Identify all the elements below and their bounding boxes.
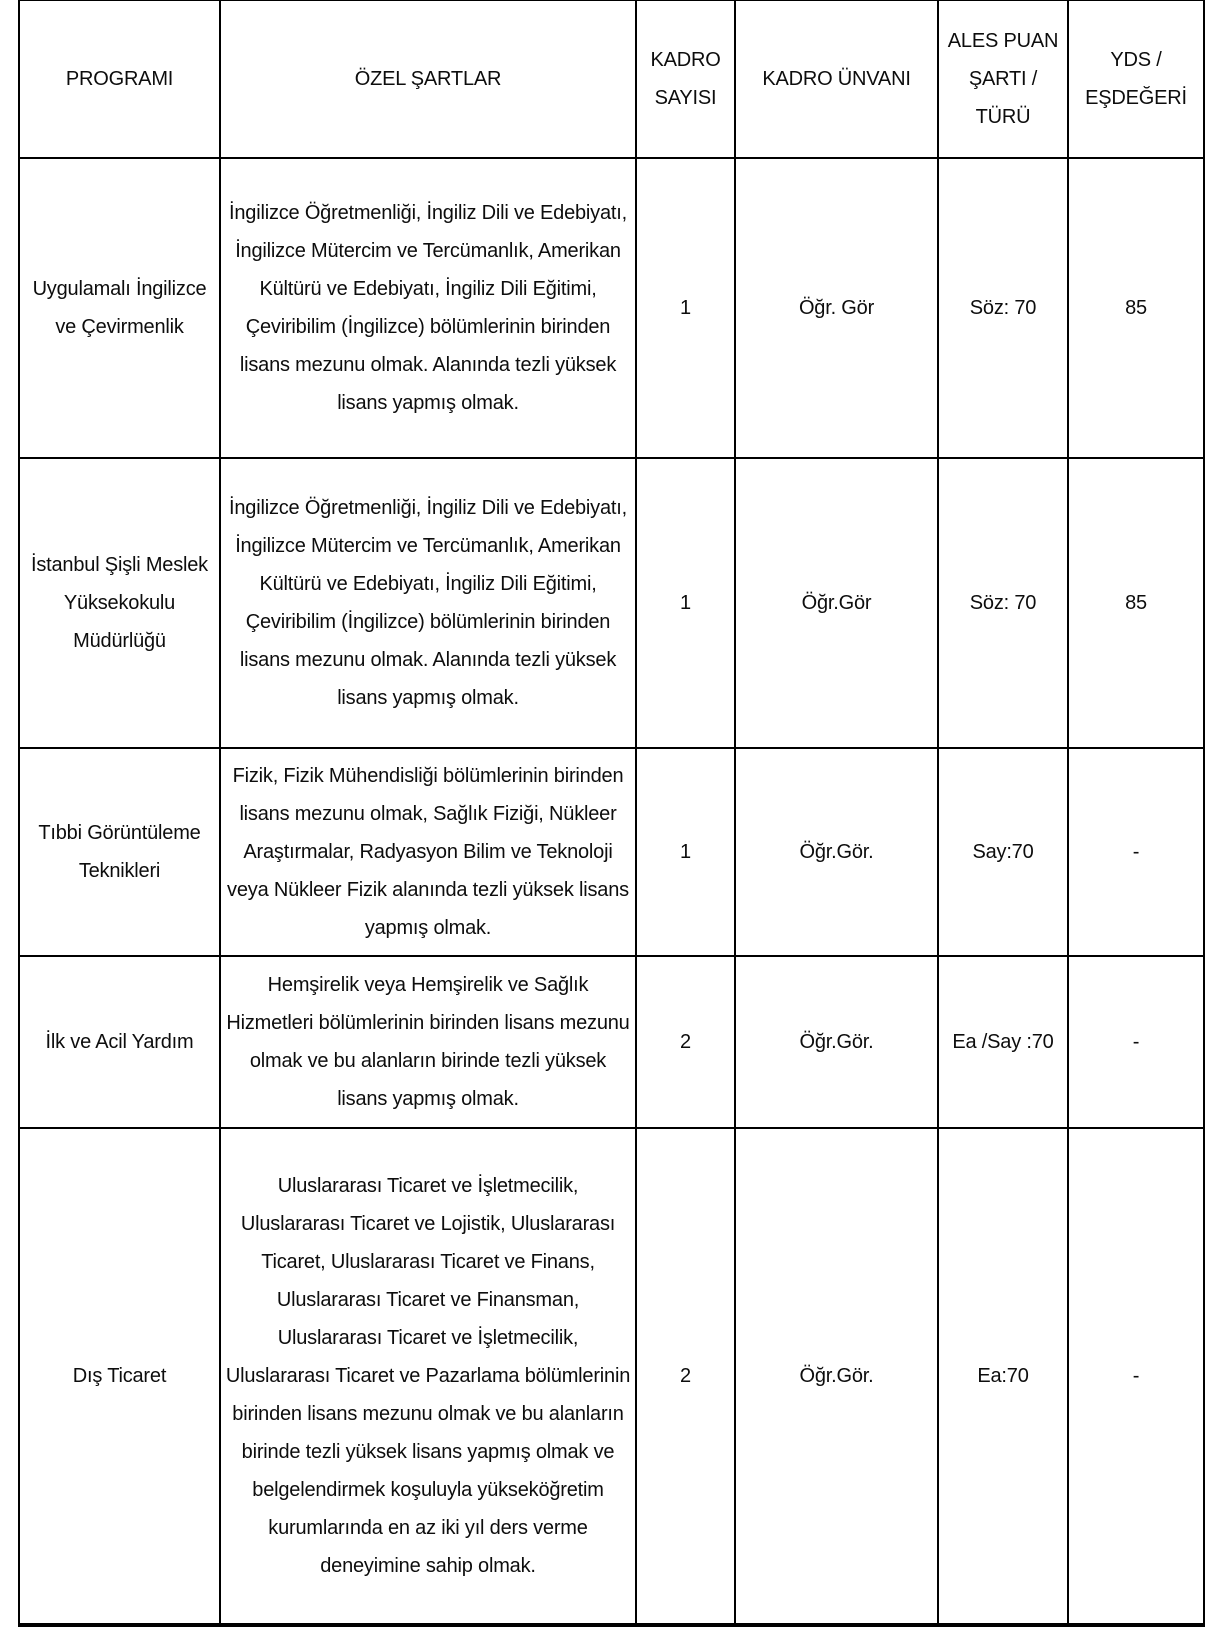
job-postings-table <box>18 0 1205 1627</box>
kadro-unvani-cell: Öğr. Gör <box>735 158 938 458</box>
program-cell: Tıbbi Görüntüleme Teknikleri <box>19 748 220 956</box>
ales-puan-cell: Ea:70 <box>938 1128 1068 1625</box>
ozel-sartlar-cell: Uluslararası Ticaret ve İşletmecilik, Uluslararası Ticaret ve Lojistik, Uluslararası Ticaret, Uluslararası Ticaret ve Finans, Uluslararası Ticaret ve Finansman, Uluslararası Ticaret ve İşletmecilik, Uluslararası Ticaret ve Pazarlama bölümlerinin birinden lisans mezunu olmak ve bu alanların birinde tezli yüksek lisans yapmış olmak ve belgelendirmek koşuluyla yükseköğretim kurumlarında en az iki yıl ders verme deneyimine sahip olmak. <box>220 1128 636 1625</box>
kadro-sayisi-cell: 1 <box>636 158 735 458</box>
table-row <box>19 158 1204 458</box>
col-header-ales-puan: ALES PUAN ŞARTI / TÜRÜ <box>938 0 1068 158</box>
kadro-sayisi-cell: 2 <box>636 1128 735 1625</box>
kadro-sayisi-cell: 2 <box>636 956 735 1128</box>
kadro-unvani-cell: Öğr.Gör <box>735 458 938 748</box>
col-header-ozel-sartlar: ÖZEL ŞARTLAR <box>220 0 636 158</box>
ales-puan-cell: Ea /Say :70 <box>938 956 1068 1128</box>
yds-cell: - <box>1068 956 1204 1128</box>
kadro-unvani-cell: Öğr.Gör. <box>735 748 938 956</box>
table-header-row <box>19 0 1204 158</box>
col-header-kadro-sayisi: KADRO SAYISI <box>636 0 735 158</box>
col-header-kadro-unvani: KADRO ÜNVANI <box>735 0 938 158</box>
ozel-sartlar-cell: İngilizce Öğretmenliği, İngiliz Dili ve Edebiyatı, İngilizce Mütercim ve Tercümanlık, Amerikan Kültürü ve Edebiyatı, İngiliz Dili Eğitimi, Çeviribilim (İngilizce) bölümlerinin birinden lisans mezunu olmak. Alanında tezli yüksek lisans yapmış olmak. <box>220 158 636 458</box>
yds-cell: - <box>1068 748 1204 956</box>
ozel-sartlar-cell: İngilizce Öğretmenliği, İngiliz Dili ve Edebiyatı, İngilizce Mütercim ve Tercümanlık, Amerikan Kültürü ve Edebiyatı, İngiliz Dili Eğitimi, Çeviribilim (İngilizce) bölümlerinin birinden lisans mezunu olmak. Alanında tezli yüksek lisans yapmış olmak. <box>220 458 636 748</box>
yds-cell: 85 <box>1068 158 1204 458</box>
col-header-yds: YDS / EŞDEĞERİ <box>1068 0 1204 158</box>
program-cell: İlk ve Acil Yardım <box>19 956 220 1128</box>
col-header-programi: PROGRAMI <box>19 0 220 158</box>
ozel-sartlar-cell: Hemşirelik veya Hemşirelik ve Sağlık Hizmetleri bölümlerinin birinden lisans mezunu olmak ve bu alanların birinde tezli yüksek lisans yapmış olmak. <box>220 956 636 1128</box>
kadro-sayisi-cell: 1 <box>636 748 735 956</box>
table-row <box>19 1128 1204 1625</box>
ozel-sartlar-cell: Fizik, Fizik Mühendisliği bölümlerinin birinden lisans mezunu olmak, Sağlık Fiziği, Nükleer Araştırmalar, Radyasyon Bilim ve Teknoloji veya Nükleer Fizik alanında tezli yüksek lisans yapmış olmak. <box>220 748 636 956</box>
yds-cell: 85 <box>1068 458 1204 748</box>
ales-puan-cell: Say:70 <box>938 748 1068 956</box>
table-row <box>19 748 1204 956</box>
ales-puan-cell: Söz: 70 <box>938 158 1068 458</box>
table-row <box>19 458 1204 748</box>
program-cell: Dış Ticaret <box>19 1128 220 1625</box>
kadro-unvani-cell: Öğr.Gör. <box>735 1128 938 1625</box>
yds-cell: - <box>1068 1128 1204 1625</box>
ales-puan-cell: Söz: 70 <box>938 458 1068 748</box>
program-cell: Uygulamalı İngilizce ve Çevirmenlik <box>19 158 220 458</box>
kadro-sayisi-cell: 1 <box>636 458 735 748</box>
kadro-unvani-cell: Öğr.Gör. <box>735 956 938 1128</box>
program-cell: İstanbul Şişli Meslek Yüksekokulu Müdürlüğü <box>19 458 220 748</box>
table-row <box>19 956 1204 1128</box>
